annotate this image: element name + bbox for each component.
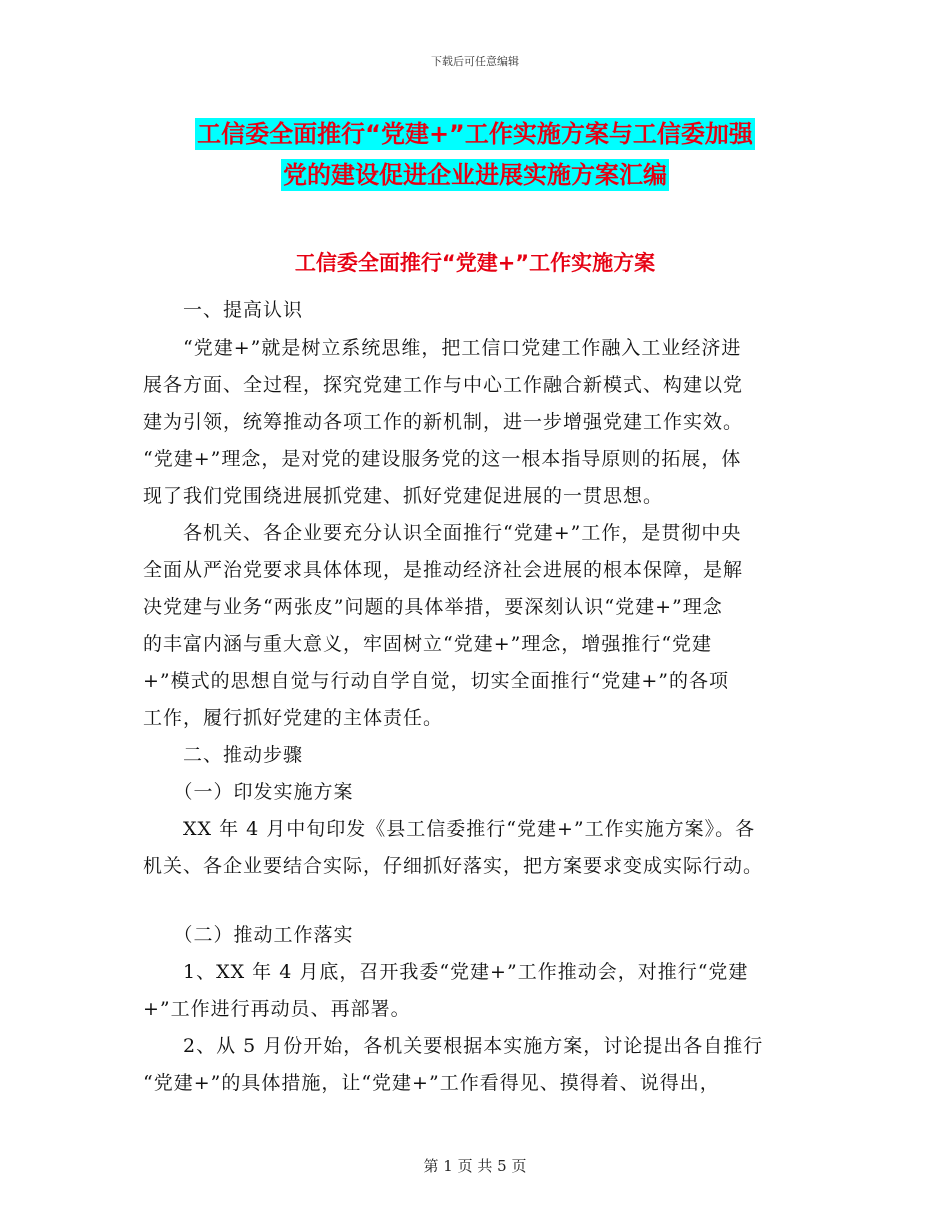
paragraph-line: 各机关、各企业要充分认识全面推行“党建+”工作，是贯彻中央 (143, 522, 742, 544)
title-highlight: 党的建设促进企业进展实施方案汇编 (283, 161, 667, 189)
paragraph-line: “党建+”的具体措施，让“党建+”工作看得见、摸得着、说得出， (143, 1072, 720, 1094)
paragraph-line: 现了我们党围绕进展抓党建、抓好党建促进展的一贯思想。 (143, 485, 664, 507)
paragraph-line: 全面从严治党要求具体体现，是推动经济社会进展的根本保障，是解 (143, 559, 744, 581)
paragraph-line: XX 年 4 月中旬印发《县工信委推行“党建+”工作实施方案》。各 (143, 818, 756, 840)
heading-steps: 二、推动步骤 (143, 744, 304, 766)
paragraph-line: 1、XX 年 4 月底，召开我委“党建+”工作推动会，对推行“党建 (143, 961, 749, 983)
paragraph-line: “党建+”理念，是对党的建设服务党的这一根本指导原则的拓展，体 (143, 448, 742, 470)
paragraph-line: 的丰富内涵与重大意义，牢固树立“党建+”理念，增强推行“党建 (143, 633, 713, 655)
paragraph-line: +”模式的思想自觉与行动自学自觉，切实全面推行“党建+”的各项 (143, 670, 729, 692)
paragraph-line: 工作，履行抓好党建的主体责任。 (143, 707, 444, 729)
subheading-issue-plan: （一）印发实施方案 (143, 781, 354, 803)
paragraph-line: 展各方面、全过程，探究党建工作与中心工作融合新模式、构建以党 (143, 374, 744, 396)
title-highlight: 工信委全面推行“党建+”工作实施方案与工信委加强 (197, 120, 753, 148)
paragraph-line: 2、从 5 月份开始，各机关要根据本实施方案，讨论提出各自推行 (143, 1035, 764, 1057)
subheading-implementation: （二）推动工作落实 (143, 924, 354, 946)
document-title-line-1 (0, 112, 950, 156)
section-title: 工信委全面推行“党建+”工作实施方案 (294, 251, 656, 275)
paragraph-line: 决党建与业务“两张皮”问题的具体举措，要深刻认识“党建+”理念 (143, 596, 723, 618)
paragraph-line: 机关、各企业要结合实际，仔细抓好落实，把方案要求变成实际行动。 (143, 855, 764, 877)
header-note: 下载后可任意编辑 (431, 55, 519, 68)
paragraph-line: +”工作进行再动员、再部署。 (143, 998, 411, 1020)
document-title-line-2 (0, 153, 950, 197)
page-footer: 第 1 页 共 5 页 (423, 1157, 527, 1175)
paragraph-line: “党建+”就是树立系统思维，把工信口党建工作融入工业经济进 (143, 337, 742, 359)
heading-raise-awareness: 一、提高认识 (143, 299, 304, 321)
paragraph-line: 建为引领，统筹推动各项工作的新机制，进一步增强党建工作实效。 (143, 411, 744, 433)
